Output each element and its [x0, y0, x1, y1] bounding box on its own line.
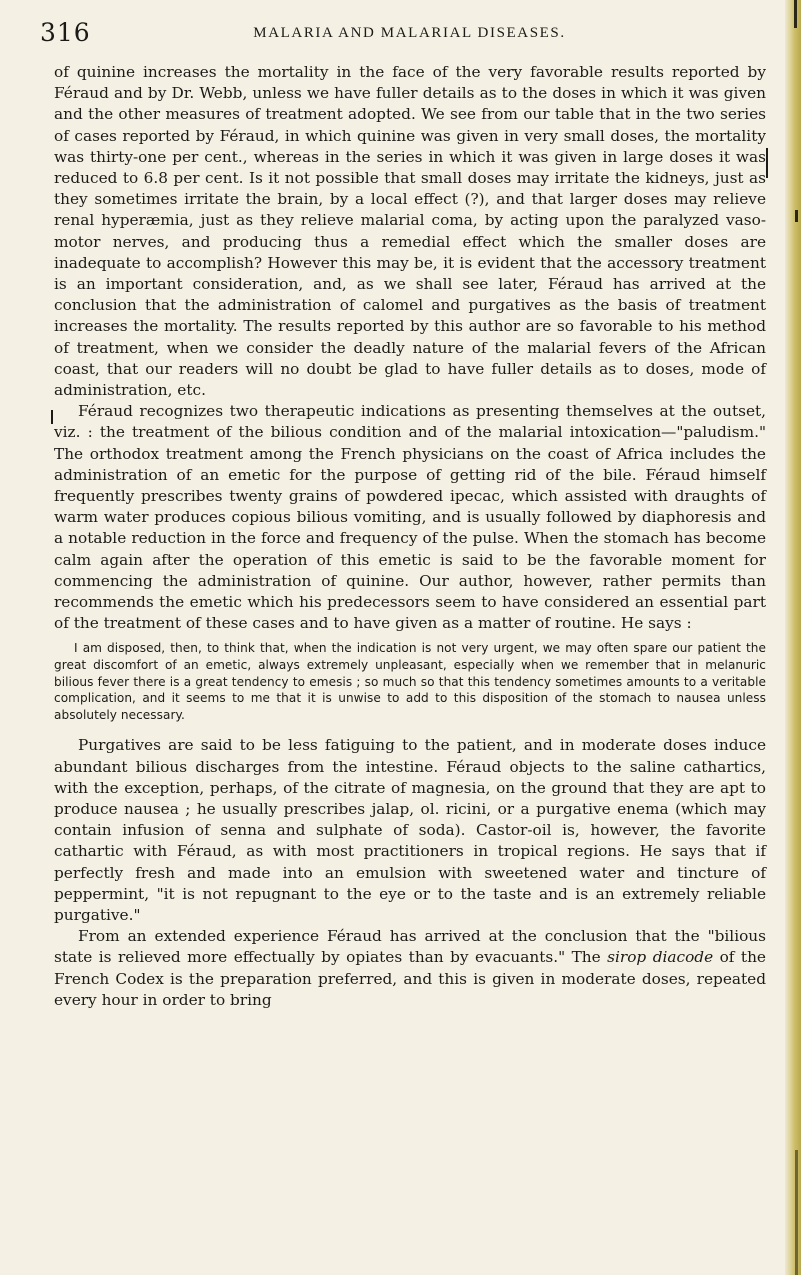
paragraph-opiates-italic: sirop diacode	[607, 948, 714, 967]
page-header	[40, 18, 755, 58]
paragraph-opiates-text-a: From an extended experience Féraud has arrived at the conclusion that the "bilious state is relieved more effectually by opiates than by evacuants." The	[54, 927, 766, 967]
page-edge	[785, 0, 801, 1275]
paragraph-opiates-text-b: of the French Codex is the preparation preferred, and this is given in moderate doses, repeated every hour in order to bring	[54, 948, 766, 1009]
page-number: 316	[40, 18, 91, 47]
body-text	[54, 62, 766, 1011]
paragraph-purgatives: Purgatives are said to be less fatiguing to the patient, and in moderate doses induce abundant bilious discharges from the intestine. Féraud objects to the saline cathartics, with the exception, perhaps, of the citrate of magnesia, on the ground that they are apt to produce nausea ; he usually prescribes jalap, ol. ricini, or a purgative enema (which may contain infusion of senna and sulphate of soda). Castor-oil is, however, the favorite cathartic with Féraud, as with most practitioners in tropical regions. He says that if perfectly fresh and made into an emulsion with sweetened water and tincture of peppermint, "it is not repugnant to the eye or to the taste and is an extremely reliable purgative."	[54, 736, 766, 925]
paragraph-indications: Féraud recognizes two therapeutic indications as presenting themselves at the outset, viz. : the treatment of the bilious condition and of the malarial intoxication—"paludism." The orthodox treatment among the French physicians on the coast of Africa includes the administration of an emetic for the purpose of getting rid of the bile. Féraud himself frequently prescribes twenty grains of powdered ipecac, which assisted with draughts of warm water produces copious bilious vomiting, and is usually followed by diaphoresis and a notable reduction in the force and frequency of the pulse. When the stomach has become calm again after the operation of this emetic is said to be the favorable moment for commencing the administration of quinine. Our author, however, rather permits than recommends the emetic which his predecessors seem to have considered an essential part of the treatment of these cases and to have given as a matter of routine. He says :	[54, 402, 766, 633]
block-quote: I am disposed, then, to think that, when the indication is not very urgent, we may often spare our patient the great discomfort of an emetic, always extremely unpleasant, especially when we remember that in melanuric bilious fever there is a great tendency to emesis ; so much so that this tendency sometimes amounts to a veritable complication, and it seems to me that it is unwise to add to this disposition of the stomach to nausea unless absolutely necessary.	[54, 641, 766, 722]
edge-mark	[794, 0, 797, 28]
paragraph-continued: of quinine increases the mortality in the face of the very favorable results reported by Féraud and by Dr. Webb, unless we have fuller details as to the doses in which it was given and the other measures of treatment adopted. We see from our table that in the two series of cases reported by Féraud, in which quinine was given in very small doses, the mortality was thirty-one per cent., whereas in the series in which it was given in large doses it was reduced to 6.8 per cent. Is it not possible that small doses may irritate the kidneys, just as they sometimes irritate the brain, by a local effect (?), and that larger doses may relieve renal hyperæmia, just as they relieve malarial coma, by acting upon the paralyzed vaso-motor nerves, and producing thus a remedial effect which the smaller doses are inadequate to accomplish? However this may be, it is evident that the accessory treatment is an important consideration, and, as we shall see later, Féraud has arrived at the conclusion that the administration of calomel and purgatives as the basis of treatment increases the mortality. The results reported by this author are so favorable to his method of treatment, when we consider the deadly nature of the malarial fevers of the African coast, that our readers will no doubt be glad to have fuller details as to doses, mode of administration, etc.	[54, 63, 766, 400]
edge-mark	[795, 1150, 798, 1275]
margin-bracket-mark	[766, 148, 768, 178]
paragraph-opiates	[54, 926, 766, 1011]
running-head: MALARIA AND MALARIAL DISEASES.	[253, 25, 566, 41]
margin-tick-mark	[51, 410, 53, 424]
edge-mark	[795, 210, 798, 222]
